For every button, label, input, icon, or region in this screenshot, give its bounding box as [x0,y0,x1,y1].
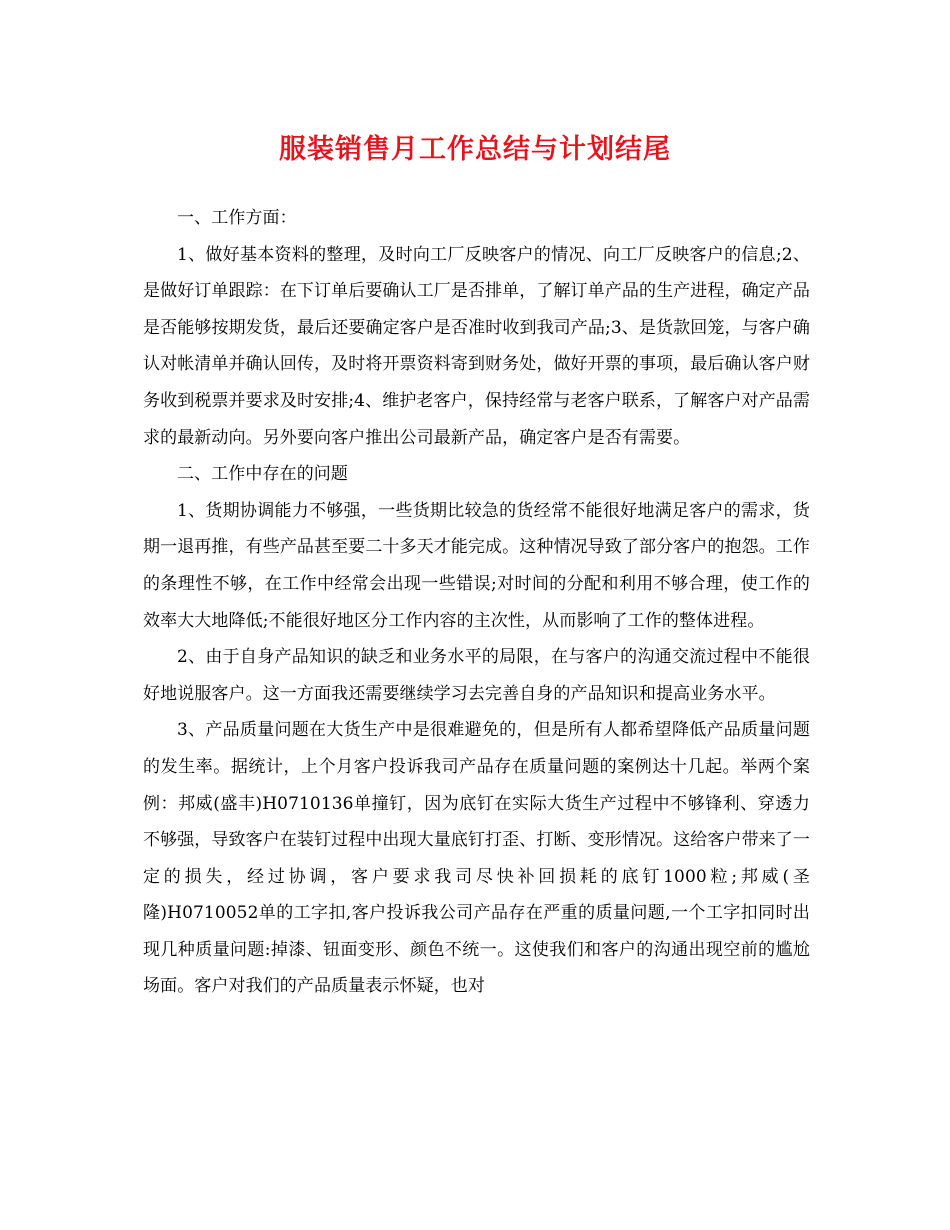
paragraph-problem-2: 2、由于自身产品知识的缺乏和业务水平的局限，在与客户的沟通交流过程中不能很好地说服客户。这一方面我还需要继续学习去完善自身的产品知识和提高业务水平。 [143,647,810,704]
paragraph-problem-3: 3、产品质量问题在大货生产中是很难避免的，但是所有人都希望降低产品质量问题的发生率。据统计，上个月客户投诉我司产品存在质量问题的案例达十几起。举两个案例：邦威(盛丰)H0710136单撞钉，因为底钉在实际大货生产过程中不够锋利、穿透力不够强，导致客户在装钉过程中出现大量底钉打歪、打断、变形情况。这给客户带来了一定的损失，经过协调，客户要求我司尽快补回损耗的底钉1000粒;邦威(圣隆)H0710052单的工字扣,客户投诉我公司产品存在严重的质量问题,一个工字扣同时出现几种质量问题:掉漆、钮面变形、颜色不统一。这使我们和客户的沟通出现空前的尴尬场面。客户对我们的产品质量表示怀疑，也对 [143,720,810,997]
document-title: 服装销售月工作总结与计划结尾 [279,134,671,165]
section-heading-problems: 二、工作中存在的问题 [177,464,348,485]
section-heading-work: 一、工作方面： [177,208,297,228]
paragraph-work-items: 1、做好基本资料的整理，及时向工厂反映客户的情况、向工厂反映客户的信息;2、是做好订单跟踪：在下订单后要确认工厂是否排单，了解订单产品的生产进程，确定产品是否能够按期发货，最后还要确定客户是否准时收到我司产品;3、是货款回笼，与客户确认对帐清单并确认回传，及时将开票资料寄到财务处，做好开票的事项，最后确认客户财务收到税票并要求及时安排;4、维护老客户，保持经常与老客户联系，了解客户对产品需求的最新动向。另外要向客户推出公司最新产品，确定客户是否有需要。 [143,244,810,448]
paragraph-problem-1: 1、货期协调能力不够强，一些货期比较急的货经常不能很好地满足客户的需求，货期一退再推，有些产品甚至要二十多天才能完成。这种情况导致了部分客户的抱怨。工作的条理性不够，在工作中经常会出现一些错误;对时间的分配和利用不够合理，使工作的效率大大地降低;不能很好地区分工作内容的主次性，从而影响了工作的整体进程。 [143,500,810,631]
document-body [143,200,810,1005]
